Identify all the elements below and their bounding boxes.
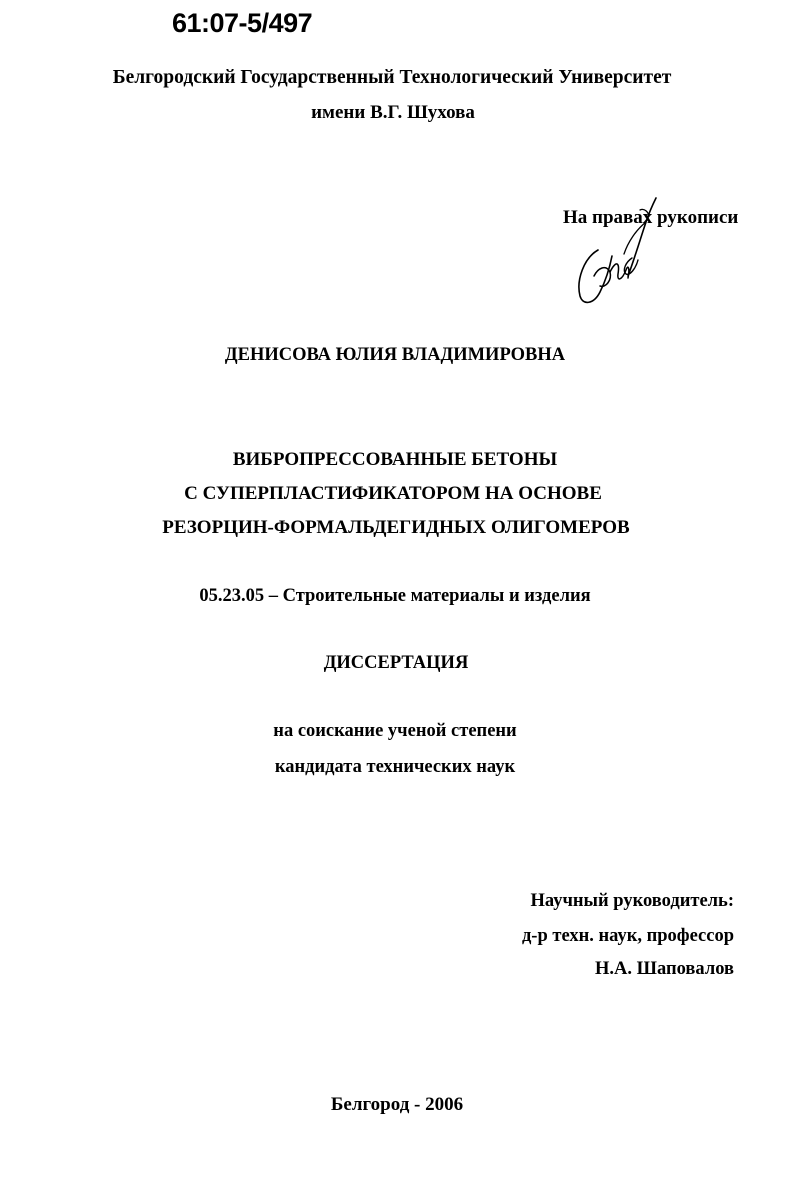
manuscript-rights-note: На правах рукописи	[563, 207, 739, 228]
supervisor-label: Научный руководитель:	[530, 891, 734, 911]
catalog-number: 61:07-5/497	[172, 8, 313, 38]
dissertation-title-line-1: ВИБРОПРЕССОВАННЫЕ БЕТОНЫ	[232, 449, 558, 470]
document-type: ДИССЕРТАЦИЯ	[323, 653, 469, 673]
supervisor-name: Н.А. Шаповалов	[595, 959, 734, 979]
supervisor-title: д-р техн. наук, профессор	[521, 926, 734, 946]
place-and-year: Белгород - 2006	[330, 1094, 464, 1115]
dissertation-title-line-3: РЕЗОРЦИН-ФОРМАЛЬДЕГИДНЫХ ОЛИГОМЕРОВ	[162, 517, 630, 538]
handwritten-signature	[570, 188, 660, 310]
institution-name: Белгородский Государственный Технологический Университет	[112, 67, 672, 88]
institution-honorific: имени В.Г. Шухова	[311, 102, 475, 123]
dissertation-title-line-2: С СУПЕРПЛАСТИФИКАТОРОМ НА ОСНОВЕ	[184, 483, 602, 504]
specialty-code: 05.23.05 – Строительные материалы и изделия	[199, 586, 591, 606]
degree-line-2: кандидата технических наук	[274, 757, 516, 777]
degree-line-1: на соискание ученой степени	[273, 721, 517, 741]
author-name: ДЕНИСОВА ЮЛИЯ ВЛАДИМИРОВНА	[224, 345, 566, 365]
